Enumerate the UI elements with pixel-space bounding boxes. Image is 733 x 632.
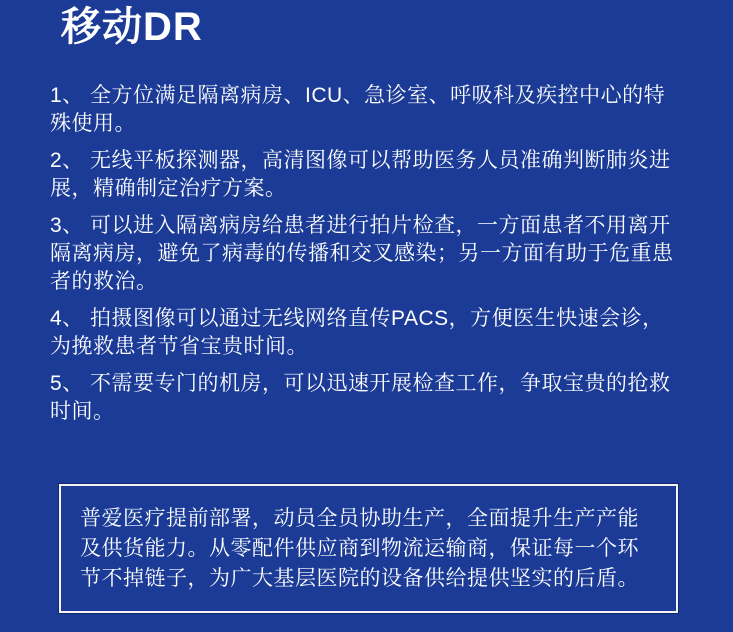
- page-title: 移动DR: [61, 5, 203, 49]
- feature-item-4: 4、 拍摄图像可以通过无线网络直传PACS，方便医生快速会诊，为挽救患者节省宝贵时间。: [50, 307, 664, 358]
- feature-item-5: 5、 不需要专门的机房，可以迅速开展检查工作，争取宝贵的抢救时间。: [50, 372, 671, 423]
- feature-item-1: 1、 全方位满足隔离病房、ICU、急诊室、呼吸科及疾控中心的特殊使用。: [50, 84, 666, 135]
- notice-text: 普爱医疗提前部署，动员全员协助生产，全面提升生产产能及供货能力。从零配件供应商到物流运输商，保证每一个环节不掉链子，为广大基层医院的设备供给提供坚实的后盾。: [80, 507, 639, 590]
- feature-list: [50, 82, 683, 435]
- feature-item-3: 3、 可以进入隔离病房给患者进行拍片检查，一方面患者不用离开隔离病房，避免了病毒的传播和交叉感染；另一方面有助于危重患者的救治。: [50, 214, 674, 293]
- notice-box: [59, 484, 678, 613]
- feature-item-2: 2、 无线平板探测器，高清图像可以帮助医务人员准确判断肺炎进展，精确制定治疗方案。: [50, 149, 671, 200]
